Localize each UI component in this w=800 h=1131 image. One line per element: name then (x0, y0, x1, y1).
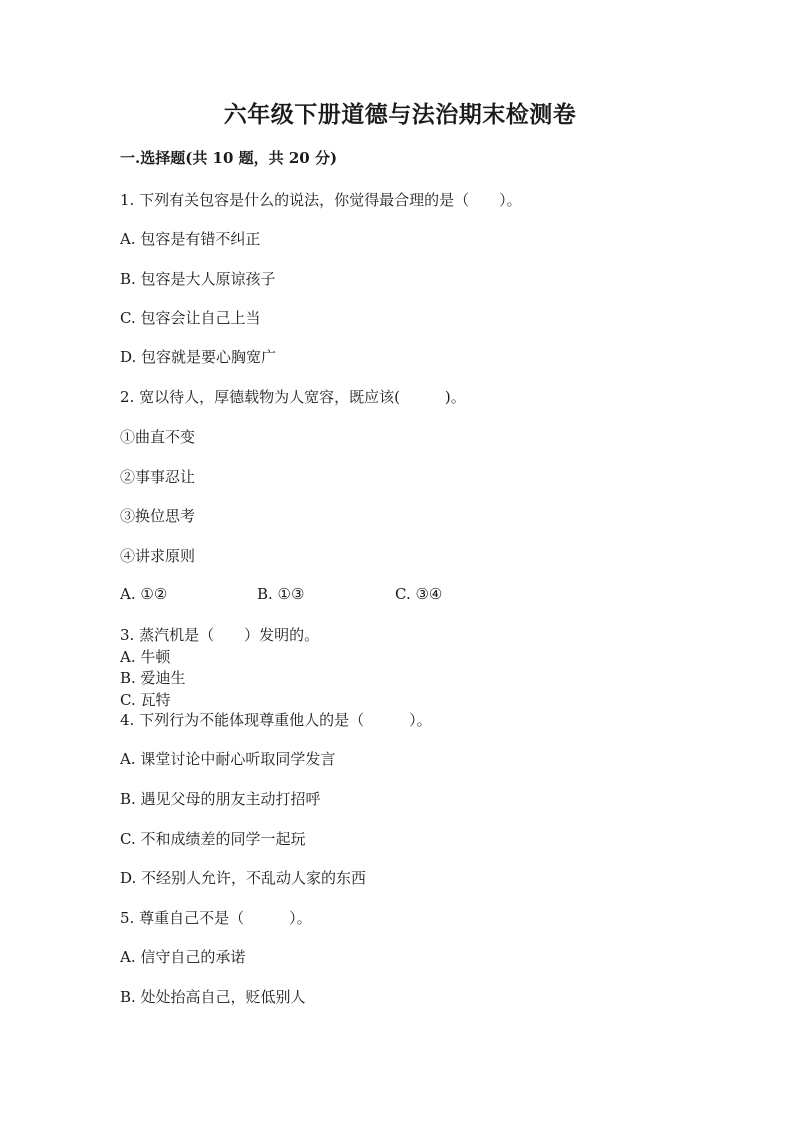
question-3-option-b: B. 爱迪生 (120, 669, 186, 687)
question-1-option-d: D. 包容就是要心胸宽广 (120, 348, 277, 366)
question-4-option-d: D. 不经别人允许，不乱动人家的东西 (120, 869, 367, 887)
question-1-option-a: A. 包容是有错不纠正 (120, 230, 261, 248)
question-2-item-2: ②事事忍让 (120, 468, 196, 486)
question-2-option-a: A. ①② (120, 585, 168, 603)
page-title: 六年级下册道德与法治期末检测卷 (223, 101, 577, 128)
question-2-stem: 2. 宽以待人，厚德载物为人宽容，既应该( )。 (120, 388, 466, 406)
question-3-option-c: C. 瓦特 (120, 691, 171, 709)
question-4-option-b: B. 遇见父母的朋友主动打招呼 (120, 790, 321, 808)
question-4-stem: 4. 下列行为不能体现尊重他人的是（ ）。 (120, 711, 432, 729)
question-1-option-c: C. 包容会让自己上当 (120, 309, 261, 327)
question-1-stem: 1. 下列有关包容是什么的说法，你觉得最合理的是（ ）。 (120, 191, 522, 209)
question-2-item-3: ③换位思考 (120, 507, 196, 525)
question-2-item-1: ①曲直不变 (120, 428, 196, 446)
question-2-option-c: C. ③④ (395, 585, 443, 603)
question-5-option-b: B. 处处抬高自己，贬低别人 (120, 988, 306, 1006)
question-2-option-b: B. ①③ (257, 585, 305, 603)
question-5-option-a: A. 信守自己的承诺 (120, 948, 246, 966)
question-4-option-c: C. 不和成绩差的同学一起玩 (120, 830, 306, 848)
question-3-option-a: A. 牛顿 (120, 648, 171, 666)
question-4-option-a: A. 课堂讨论中耐心听取同学发言 (120, 750, 336, 768)
question-3-stem: 3. 蒸汽机是（ ）发明的。 (120, 626, 320, 644)
question-5-stem: 5. 尊重自己不是（ ）。 (120, 909, 312, 927)
question-2-item-4: ④讲求原则 (120, 547, 196, 565)
question-1-option-b: B. 包容是大人原谅孩子 (120, 270, 276, 288)
section-heading: 一.选择题(共 10 题，共 20 分) (120, 149, 338, 167)
